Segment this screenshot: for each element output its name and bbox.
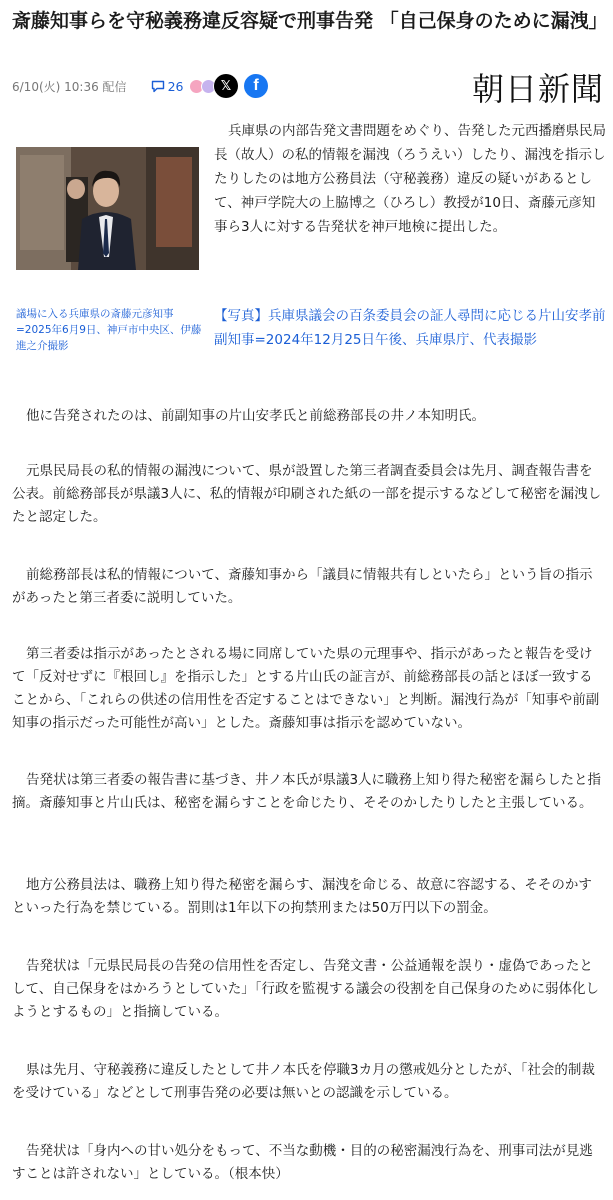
article-lead: 兵庫県の内部告発文書問題をめぐり、告発した元西播磨県民局長（故人）の私的情報を漏洩（ろうえい）したり、漏洩を指示したりしたのは地方公務員法（守秘義務）違反の疑いがあるとして、神戸学院大の上脇博之（ひろし）教授が10日、斎藤元彦知事ら3人に対する告発状を神戸地検に提出した。 [214, 123, 606, 235]
article-paragraph: 元県民局長の私的情報の漏洩について、県が設置した第三者調査委員会は先月、調査報告書を公表。前総務部長が県議3人に、私的情報が印刷された紙の一部を提示するなどして秘密を漏洩したと認定した。 [12, 463, 602, 525]
article-paragraph: 第三者委は指示があったとされる場に同席していた県の元理事や、指示があったと報告を受けて「反対せずに『根回し』を指示した」とする片山氏の証言が、前総務部長の話とほぼ一致することから、「これらの供述の信用性を否定することはできない」と判断。漏洩行為が「知事や前副知事の指示だった可能性が高い」とした。斎藤知事は指示を認めていない。 [12, 646, 600, 731]
article-photo[interactable] [16, 147, 199, 270]
governor-photo-illustration [16, 147, 199, 270]
article-paragraph: 県は先月、守秘義務に違反したとして井ノ本氏を停職3カ月の懲戒処分としたが、「社会的制裁を受けている」などとして刑事告発の必要は無いとの認識を示している。 [12, 1062, 595, 1101]
photo-caption[interactable]: 議場に入る兵庫県の斎藤元彦知事=2025年6月9日、神戸市中央区、伊藤進之介撮影 [16, 308, 202, 352]
article-paragraph: 地方公務員法は、職務上知り得た秘密を漏らす、漏洩を命じる、故意に容認する、そそのかすといった行為を禁じている。罰則は1年以下の拘禁刑または50万円以下の罰金。 [12, 877, 592, 916]
comment-count: 26 [167, 78, 184, 94]
comment-link[interactable] [151, 79, 184, 94]
facebook-logo-icon[interactable]: f [244, 74, 268, 98]
related-photo-link[interactable]: 【写真】兵庫県議会の百条委員会の証人尋問に応じる片山安孝前副知事=2024年12月25日午後、兵庫県庁、代表撮影 [214, 308, 606, 348]
article-paragraph: 告発状は「身内への甘い処分をもって、不当な動機・目的の秘密漏洩行為を、刑事司法が見逃すことは許されない」としている。（根本快） [12, 1143, 593, 1182]
article-paragraph: 告発状は第三者委の報告書に基づき、井ノ本氏が県議3人に職務上知り得た秘密を漏らしたと指摘。斎藤知事と片山氏は、秘密を漏らすことを命じたり、そそのかしたりしたと主張している。 [12, 772, 602, 811]
source-logo[interactable]: 朝日新聞 [471, 70, 604, 108]
speech-bubble-icon [151, 80, 165, 93]
article-paragraph: 前総務部長は私的情報について、斎藤知事から「議員に情報共有しといたら」という旨の指示があったと第三者委に説明していた。 [12, 567, 593, 606]
article-paragraph: 他に告発されたのは、前副知事の片山安孝氏と前総務部長の井ノ本知明氏。 [26, 408, 485, 424]
article-title: 斎藤知事らを守秘義務違反容疑で刑事告発 「自己保身のために漏洩」 [12, 10, 608, 32]
x-logo-icon[interactable]: 𝕏 [214, 74, 238, 98]
article-meta [12, 74, 228, 98]
delivered-label: 配信 [102, 79, 127, 94]
publish-time: 6/10(火) 10:36 [12, 79, 99, 94]
article-paragraph: 告発状は「元県民局長の告発の信用性を否定し、告発文書・公益通報を誤り・虚偽であったとして、自己保身をはかろうとしていた」「行政を監視する議会の役割を自己保身のために弱体化しようとするもの」と指摘している。 [12, 958, 599, 1020]
publish-date [12, 78, 127, 95]
